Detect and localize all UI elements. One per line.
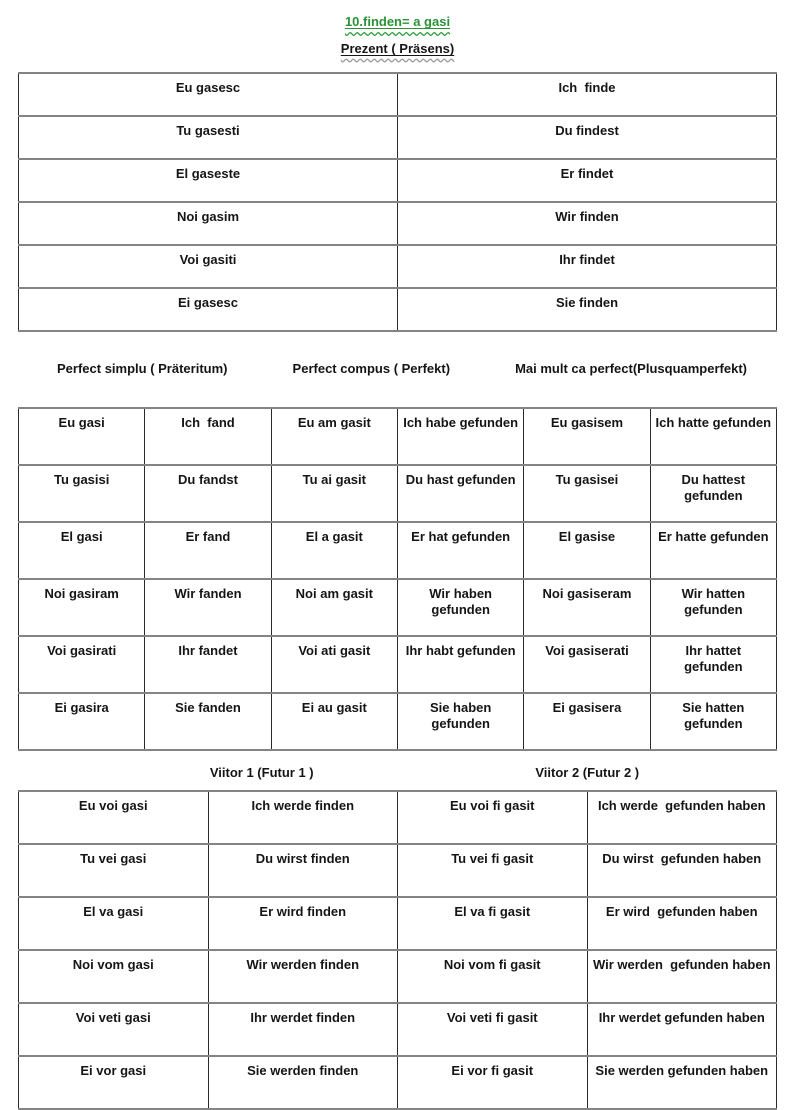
table-row bbox=[19, 950, 777, 1003]
future-header-half bbox=[18, 765, 398, 780]
table-cell: Tu vei fi gasit bbox=[398, 844, 588, 897]
table-cell: Noi am gasit bbox=[271, 579, 397, 636]
table-row bbox=[19, 522, 777, 579]
table-cell: Ei vor gasi bbox=[19, 1056, 209, 1109]
table-cell: Du hast gefunden bbox=[397, 465, 523, 522]
header-futur1: Viitor 1 (Futur 1 ) bbox=[209, 765, 314, 780]
table-cell: Er hat gefunden bbox=[397, 522, 523, 579]
table-cell: Eu gasisem bbox=[524, 408, 650, 465]
table-cell: Noi vom gasi bbox=[19, 950, 209, 1003]
table-cell: Ich finde bbox=[398, 73, 777, 116]
table-cell: Ich werde gefunden haben bbox=[587, 791, 777, 844]
table-cell: Ei au gasit bbox=[271, 693, 397, 750]
future-section-headers bbox=[18, 765, 777, 780]
table-row bbox=[19, 844, 777, 897]
table-cell: Eu voi fi gasit bbox=[398, 791, 588, 844]
table-cell: Du hattest gefunden bbox=[650, 465, 776, 522]
table-row bbox=[19, 693, 777, 750]
table-cell: Ei gasisera bbox=[524, 693, 650, 750]
table-cell: Ich werde finden bbox=[208, 791, 398, 844]
doc-title: 10.finden= a gasi bbox=[344, 14, 451, 29]
table-cell: Du fandst bbox=[145, 465, 271, 522]
table-cell: Voi gasirati bbox=[19, 636, 145, 693]
table-cell: Ihr werdet finden bbox=[208, 1003, 398, 1056]
table-cell: Du findest bbox=[398, 116, 777, 159]
table-row bbox=[19, 73, 777, 116]
table-cell: Voi veti fi gasit bbox=[398, 1003, 588, 1056]
table-row bbox=[19, 408, 777, 465]
table-cell: Sie fanden bbox=[145, 693, 271, 750]
table-cell: Tu gasesti bbox=[19, 116, 398, 159]
table-cell: Tu gasisi bbox=[19, 465, 145, 522]
table-cell: Noi gasim bbox=[19, 202, 398, 245]
table-cell: Er hatte gefunden bbox=[650, 522, 776, 579]
table-cell: Wir fanden bbox=[145, 579, 271, 636]
table-cell: Voi gasiserati bbox=[524, 636, 650, 693]
table-cell: El gasise bbox=[524, 522, 650, 579]
future-tenses-table bbox=[18, 790, 777, 1110]
header-perfect-compus: Perfect compus ( Perfekt) bbox=[292, 361, 451, 376]
table-cell: El a gasit bbox=[271, 522, 397, 579]
table-cell: Ihr werdet gefunden haben bbox=[587, 1003, 777, 1056]
table-cell: Eu am gasit bbox=[271, 408, 397, 465]
table-cell: Voi ati gasit bbox=[271, 636, 397, 693]
table-cell: Wir finden bbox=[398, 202, 777, 245]
table-cell: Ich habe gefunden bbox=[397, 408, 523, 465]
table-cell: Er fand bbox=[145, 522, 271, 579]
table-row bbox=[19, 288, 777, 331]
header-plusquamperfekt: Mai mult ca perfect(Plusquamperfekt) bbox=[515, 361, 747, 376]
table-cell: Er findet bbox=[398, 159, 777, 202]
title-squiggle bbox=[345, 14, 450, 29]
table-cell: Ihr habt gefunden bbox=[397, 636, 523, 693]
table-cell: Tu vei gasi bbox=[19, 844, 209, 897]
table-row bbox=[19, 579, 777, 636]
table-row bbox=[19, 159, 777, 202]
table-cell: Ihr findet bbox=[398, 245, 777, 288]
table-cell: Du wirst gefunden haben bbox=[587, 844, 777, 897]
title-line bbox=[18, 12, 777, 32]
table-cell: El va fi gasit bbox=[398, 897, 588, 950]
table-cell: Voi veti gasi bbox=[19, 1003, 209, 1056]
past-tenses-table bbox=[18, 407, 777, 751]
table-cell: Eu voi gasi bbox=[19, 791, 209, 844]
table-cell: El gaseste bbox=[19, 159, 398, 202]
doc-subtitle: Prezent ( Präsens) bbox=[340, 40, 455, 56]
table-cell: Ich hatte gefunden bbox=[650, 408, 776, 465]
table-cell: Noi gasiseram bbox=[524, 579, 650, 636]
table-cell: Ei gasesc bbox=[19, 288, 398, 331]
table-cell: Sie werden finden bbox=[208, 1056, 398, 1109]
table-row bbox=[19, 1056, 777, 1109]
table-cell: Er wird finden bbox=[208, 897, 398, 950]
table-cell: Wir hatten gefunden bbox=[650, 579, 776, 636]
table-cell: Ich fand bbox=[145, 408, 271, 465]
table-cell: Ihr fandet bbox=[145, 636, 271, 693]
table-cell: Ei vor fi gasit bbox=[398, 1056, 588, 1109]
table-cell: Voi gasiti bbox=[19, 245, 398, 288]
subtitle-line bbox=[18, 39, 777, 59]
table-row bbox=[19, 897, 777, 950]
table-row bbox=[19, 245, 777, 288]
header-perfect-simplu: Perfect simplu ( Präteritum) bbox=[57, 361, 228, 376]
past-section-headers bbox=[18, 361, 777, 376]
table-row bbox=[19, 1003, 777, 1056]
table-cell: El va gasi bbox=[19, 897, 209, 950]
table-cell: Sie hatten gefunden bbox=[650, 693, 776, 750]
table-cell: El gasi bbox=[19, 522, 145, 579]
table-cell: Noi gasiram bbox=[19, 579, 145, 636]
subtitle-squiggle bbox=[341, 41, 454, 56]
header-futur2: Viitor 2 (Futur 2 ) bbox=[535, 765, 640, 780]
table-row bbox=[19, 636, 777, 693]
future-header-half bbox=[398, 765, 778, 780]
table-cell: Tu ai gasit bbox=[271, 465, 397, 522]
table-cell: Wir werden finden bbox=[208, 950, 398, 1003]
table-row bbox=[19, 116, 777, 159]
table-row bbox=[19, 202, 777, 245]
table-cell: Du wirst finden bbox=[208, 844, 398, 897]
table-cell: Ei gasira bbox=[19, 693, 145, 750]
table-cell: Sie haben gefunden bbox=[397, 693, 523, 750]
table-cell: Sie werden gefunden haben bbox=[587, 1056, 777, 1109]
table-cell: Tu gasisei bbox=[524, 465, 650, 522]
table-row bbox=[19, 791, 777, 844]
table-cell: Eu gasi bbox=[19, 408, 145, 465]
table-cell: Wir werden gefunden haben bbox=[587, 950, 777, 1003]
table-cell: Sie finden bbox=[398, 288, 777, 331]
table-row bbox=[19, 465, 777, 522]
table-cell: Wir haben gefunden bbox=[397, 579, 523, 636]
table-cell: Er wird gefunden haben bbox=[587, 897, 777, 950]
table-cell: Noi vom fi gasit bbox=[398, 950, 588, 1003]
table-cell: Ihr hattet gefunden bbox=[650, 636, 776, 693]
present-tense-table bbox=[18, 72, 777, 332]
table-cell: Eu gasesc bbox=[19, 73, 398, 116]
